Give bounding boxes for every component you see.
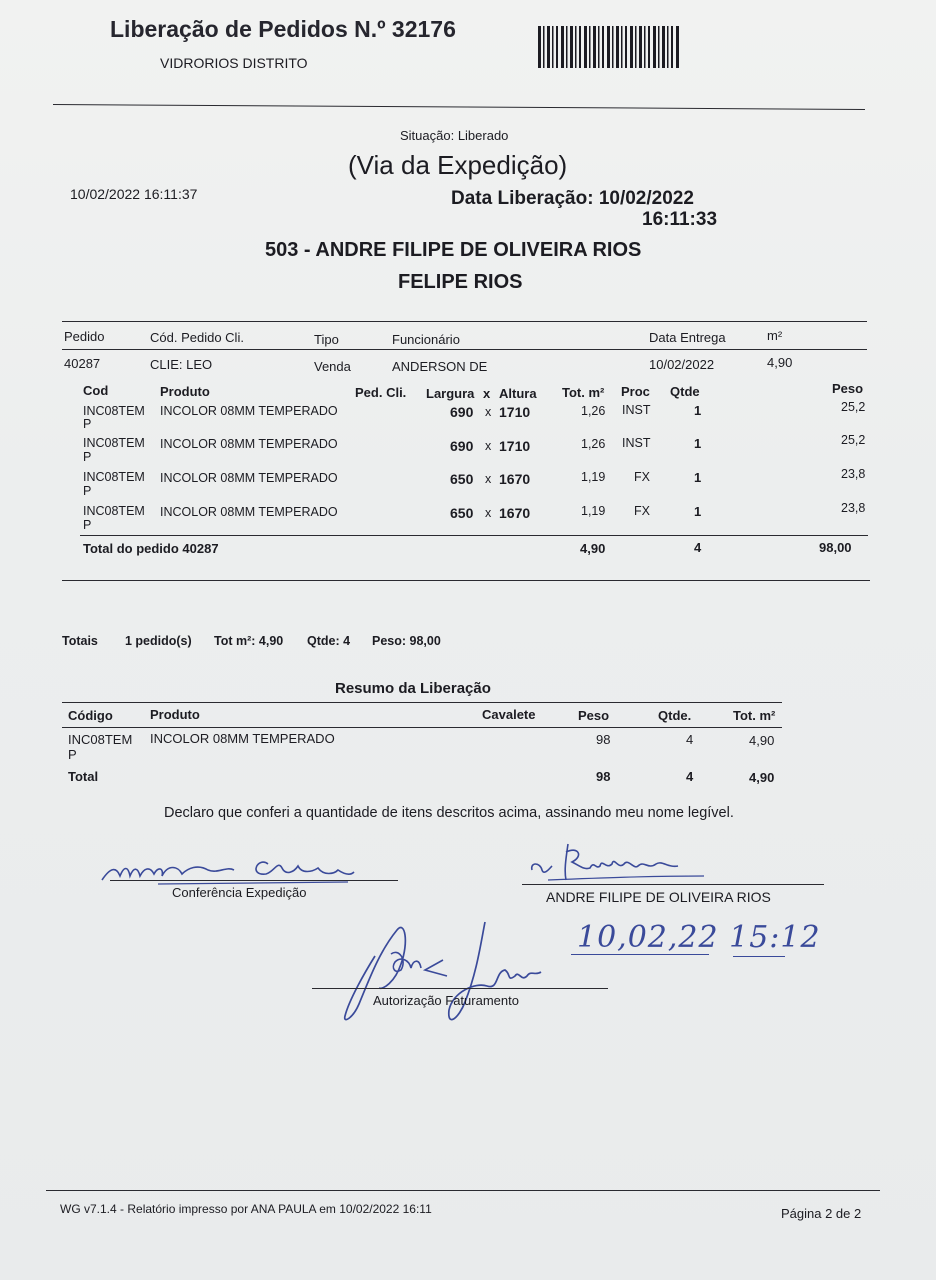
declaration-text: Declaro que conferi a quantidade de itens descritos acima, assinando meu nome legível. [164, 805, 734, 821]
handwritten-date-underline [571, 954, 709, 955]
item-qtde: 1 [694, 504, 702, 519]
item-col-cod: Cod [83, 383, 109, 398]
summary-col-peso: Peso [578, 708, 610, 723]
item-col-peso: Peso [832, 381, 864, 396]
item-proc: INST [622, 403, 651, 417]
conferencia-line [110, 880, 398, 881]
item-cod-suffix: P [83, 518, 92, 532]
summary-total-m2: 4,90 [749, 770, 775, 785]
item-largura: 650 [450, 471, 474, 487]
order-total-label: Total do pedido 40287 [83, 541, 219, 556]
totals-qtde: Qtde: 4 [307, 634, 351, 648]
client-name: FELIPE RIOS [398, 271, 523, 293]
item-altura: 1710 [499, 404, 531, 420]
printed-datetime: 10/02/2022 16:11:37 [70, 186, 198, 202]
order-pedido: 40287 [64, 356, 101, 371]
header-divider [53, 104, 865, 110]
item-tot-m2: 1,19 [581, 504, 606, 518]
item-qtde: 1 [694, 436, 702, 451]
summary-total-label: Total [68, 769, 99, 784]
summary-total-qtde: 4 [686, 769, 694, 784]
order-header-top-rule [62, 321, 867, 322]
item-peso: 23,8 [841, 501, 866, 515]
summary-codigo: INC08TEM [68, 732, 133, 747]
totals-label: Totais [62, 634, 98, 648]
item-tot-m2: 1,26 [581, 404, 606, 418]
col-funcionario: Funcionário [392, 332, 460, 347]
item-x: x [485, 506, 492, 520]
client-line: 503 - ANDRE FILIPE DE OLIVEIRA RIOS [265, 239, 642, 261]
item-tot-m2: 1,26 [581, 437, 606, 451]
summary-header-rule [62, 727, 782, 728]
summary-col-qtde: Qtde. [658, 708, 692, 723]
item-cod-suffix: P [83, 417, 92, 431]
item-produto: INCOLOR 08MM TEMPERADO [160, 505, 338, 519]
order-header-bottom-rule [62, 349, 867, 350]
order-m2: 4,90 [767, 355, 793, 370]
item-x: x [485, 439, 492, 453]
summary-peso: 98 [596, 732, 611, 747]
item-cod: INC08TEM [83, 504, 145, 518]
cliente-signature [528, 840, 708, 884]
footer-rule [46, 1190, 880, 1191]
summary-produto: INCOLOR 08MM TEMPERADO [150, 731, 335, 746]
autorizacao-line [312, 988, 608, 989]
col-m2: m² [767, 328, 783, 343]
totals-m2: Tot m²: 4,90 [214, 634, 284, 648]
totals-peso: Peso: 98,00 [372, 634, 441, 648]
item-cod-suffix: P [83, 484, 92, 498]
item-largura: 690 [450, 438, 474, 454]
item-cod: INC08TEM [83, 404, 145, 418]
totals-pedidos: 1 pedido(s) [125, 634, 192, 648]
cliente-label: ANDRE FILIPE DE OLIVEIRA RIOS [546, 889, 771, 905]
col-cod-pedido-cli: Cód. Pedido Cli. [150, 330, 244, 345]
summary-qtde: 4 [686, 732, 694, 747]
item-x: x [485, 405, 492, 419]
summary-col-produto: Produto [150, 707, 200, 722]
summary-title: Resumo da Liberação [335, 680, 491, 697]
conferencia-label: Conferência Expedição [172, 885, 307, 900]
item-peso: 25,2 [841, 400, 866, 414]
summary-col-cavalete: Cavalete [482, 707, 536, 722]
item-cod: INC08TEM [83, 470, 145, 484]
item-proc: FX [634, 470, 650, 484]
summary-tot-m2: 4,90 [749, 733, 775, 748]
order-data-entrega: 10/02/2022 [649, 357, 715, 372]
order-total-qtde: 4 [694, 540, 702, 555]
item-col-qtde: Qtde [670, 384, 700, 399]
report-title: Liberação de Pedidos N.º 32176 [110, 16, 456, 42]
order-total-m2: 4,90 [580, 541, 606, 556]
item-col-x: x [483, 386, 491, 401]
item-col-altura: Altura [499, 386, 537, 401]
summary-col-codigo: Código [68, 708, 113, 723]
summary-col-tot-m2: Tot. m² [733, 708, 776, 723]
order-total-rule [80, 535, 868, 536]
via-title: (Via da Expedição) [348, 150, 568, 180]
item-col-largura: Largura [426, 386, 475, 401]
item-altura: 1670 [499, 505, 531, 521]
item-qtde: 1 [694, 470, 702, 485]
item-proc: INST [622, 436, 651, 450]
handwritten-time-underline [733, 956, 785, 957]
release-time: 16:11:33 [642, 209, 718, 230]
item-altura: 1710 [499, 438, 531, 454]
item-col-produto: Produto [160, 384, 210, 399]
footer-report: WG v7.1.4 - Relatório impresso por ANA PAULA em 10/02/2022 16:11 [60, 1202, 432, 1216]
col-pedido: Pedido [64, 329, 105, 344]
order-tipo: Venda [314, 359, 351, 374]
company-name: VIDRORIOS DISTRITO [160, 55, 308, 71]
item-col-proc: Proc [621, 384, 650, 399]
item-peso: 23,8 [841, 467, 866, 481]
col-tipo: Tipo [314, 332, 339, 347]
item-largura: 690 [450, 404, 474, 420]
footer-page: Página 2 de 2 [781, 1206, 862, 1221]
item-cod: INC08TEM [83, 436, 145, 450]
item-col-tot-m2: Tot. m² [562, 385, 605, 400]
item-peso: 25,2 [841, 433, 866, 447]
item-x: x [485, 472, 492, 486]
handwritten-date: 10,02,22 15:12 [577, 920, 821, 955]
summary-codigo-suffix: P [68, 747, 77, 762]
item-produto: INCOLOR 08MM TEMPERADO [160, 404, 338, 418]
item-proc: FX [634, 504, 650, 518]
item-altura: 1670 [499, 471, 531, 487]
barcode-icon [538, 26, 680, 70]
release-date: Data Liberação: 10/02/2022 [451, 188, 694, 209]
col-data-entrega: Data Entrega [649, 330, 726, 345]
item-produto: INCOLOR 08MM TEMPERADO [160, 471, 338, 485]
order-cod-pedido-cli: CLIE: LEO [150, 357, 213, 372]
item-col-ped-cli: Ped. Cli. [355, 385, 407, 400]
cliente-line [522, 884, 824, 885]
item-largura: 650 [450, 505, 474, 521]
item-qtde: 1 [694, 403, 702, 418]
situation-text: Situação: Liberado [400, 128, 509, 143]
autorizacao-label: Autorização Faturamento [373, 993, 519, 1008]
autorizacao-signature [335, 912, 565, 1032]
order-section-bottom-rule [62, 580, 870, 581]
summary-top-rule [62, 702, 782, 703]
order-funcionario: ANDERSON DE [392, 359, 488, 374]
item-tot-m2: 1,19 [581, 470, 606, 484]
summary-total-peso: 98 [596, 769, 611, 784]
item-produto: INCOLOR 08MM TEMPERADO [160, 437, 338, 451]
item-cod-suffix: P [83, 450, 92, 464]
order-total-peso: 98,00 [819, 540, 852, 555]
